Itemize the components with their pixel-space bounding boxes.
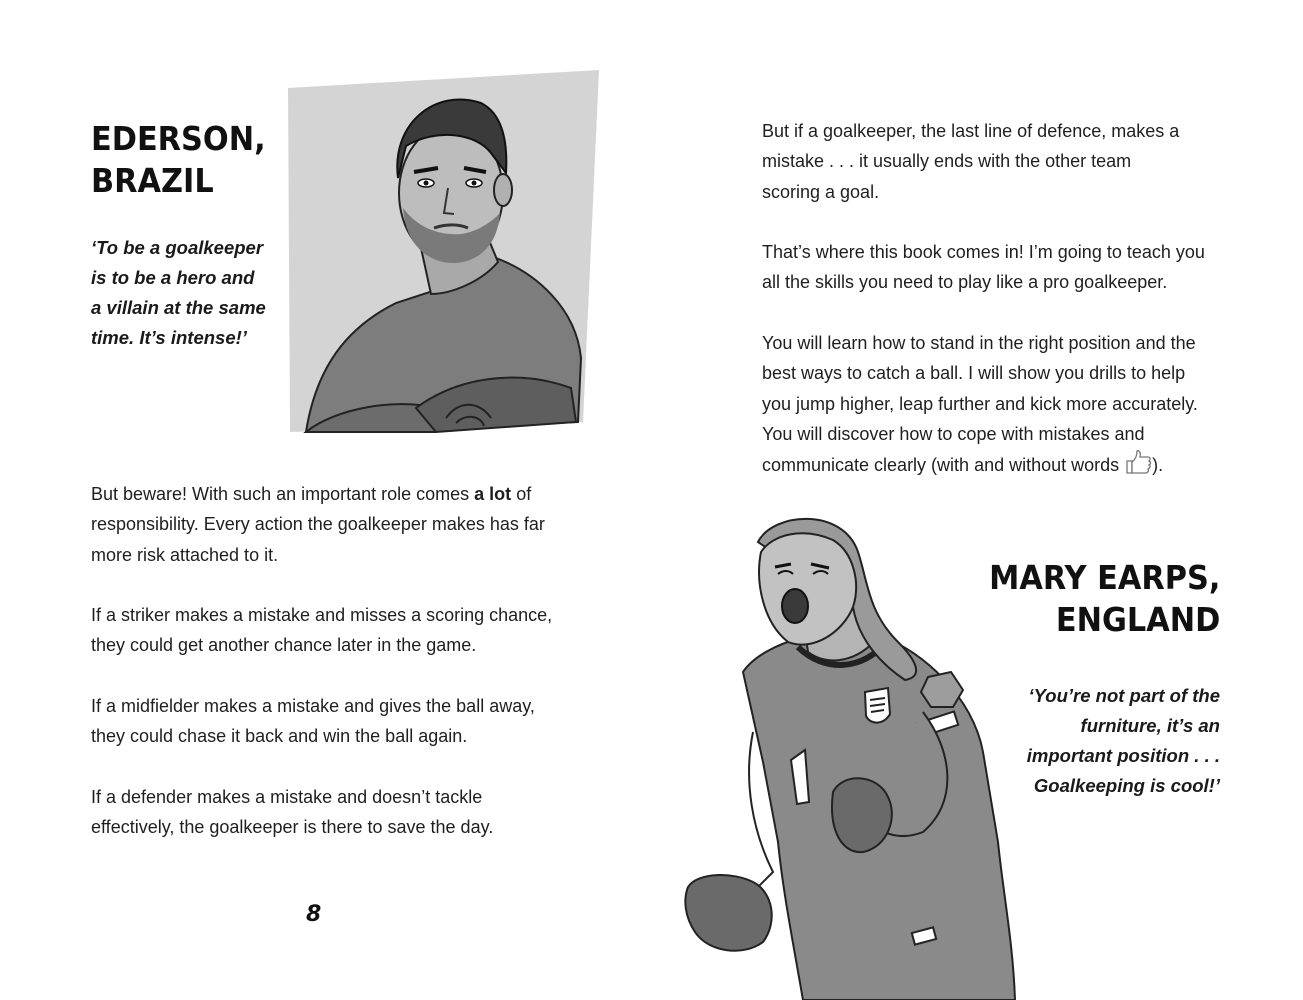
mary-earps-quote	[1027, 681, 1220, 801]
paragraph-line: they could chase it back and win the ball again.	[91, 726, 468, 747]
quote-line: ‘You’re not part of the	[1028, 685, 1220, 706]
paragraph-line: That’s where this book comes in! I’m going to teach you	[762, 242, 1205, 262]
quote-line: important position . . .	[1026, 745, 1220, 766]
paragraph-line: they could get another chance later in the game.	[91, 635, 477, 656]
midfielder-paragraph	[91, 691, 535, 752]
paragraph-line: more risk attached to it.	[91, 544, 279, 565]
ederson-portrait-illustration	[286, 68, 602, 434]
heading-line: EDERSON,	[91, 119, 266, 158]
paragraph-line: best ways to catch a ball. I will show you drills to help	[762, 363, 1186, 384]
intro-text-start: But beware! With such an important role comes	[91, 484, 475, 504]
quote-line: time. It’s intense!’	[91, 327, 247, 348]
quote-line: ‘To be a goalkeeper	[91, 237, 264, 258]
quote-line: furniture, it’s an	[1080, 715, 1220, 736]
paragraph-line: You will discover how to cope with mistakes and	[762, 423, 1145, 444]
paragraph-line: you jump higher, leap further and kick more accurately.	[762, 393, 1198, 414]
heading-line: ENGLAND	[1055, 600, 1220, 639]
paragraph-line: You will learn how to stand in the right position and the	[762, 333, 1196, 353]
mistake-paragraph	[762, 116, 1179, 207]
paragraph-line: If a striker makes a mistake and misses a scoring chance,	[91, 605, 553, 625]
paragraph-line: all the skills you need to play like a pro goalkeeper.	[762, 272, 1168, 293]
page-number: 8	[306, 902, 322, 927]
ederson-name-heading	[91, 118, 266, 202]
paragraph-line: effectively, the goalkeeper is there to save the day.	[91, 817, 494, 838]
paragraph-line: If a midfielder makes a mistake and gives the ball away,	[91, 696, 535, 716]
left-page	[0, 0, 651, 1000]
paragraph-line: responsibility. Every action the goalkeeper makes has far	[91, 514, 545, 535]
quote-line: Goalkeeping is cool!’	[1033, 775, 1220, 796]
right-page	[651, 0, 1303, 1000]
striker-paragraph	[91, 600, 552, 661]
paragraph-line: mistake . . . it usually ends with the other team	[762, 151, 1132, 172]
defender-paragraph	[91, 782, 493, 843]
intro-paragraph	[91, 479, 545, 570]
emphasis-a-lot: a lot	[474, 484, 512, 504]
paragraph-line: If a defender makes a mistake and doesn’t tackle	[91, 787, 483, 807]
book-intro-paragraph	[762, 237, 1205, 298]
mary-earps-illustration	[683, 512, 1033, 1000]
quote-line: a villain at the same	[91, 297, 266, 318]
paragraph-line	[91, 479, 545, 509]
last-line-text: communicate clearly (with and without words	[762, 455, 1125, 476]
mary-earps-name-heading	[989, 557, 1220, 641]
thumbs-up-icon	[1124, 449, 1152, 475]
ederson-quote	[91, 233, 266, 353]
heading-line: MARY EARPS,	[988, 558, 1220, 597]
heading-line: BRAZIL	[91, 161, 214, 200]
paragraph-line	[762, 449, 1198, 480]
quote-line: is to be a hero and	[91, 267, 255, 288]
paragraph-line: scoring a goal.	[762, 181, 880, 202]
intro-text-end: of	[511, 484, 532, 504]
last-line-close: ).	[1152, 455, 1164, 476]
paragraph-line: But if a goalkeeper, the last line of defence, makes a	[762, 121, 1180, 141]
skills-paragraph	[762, 328, 1198, 480]
